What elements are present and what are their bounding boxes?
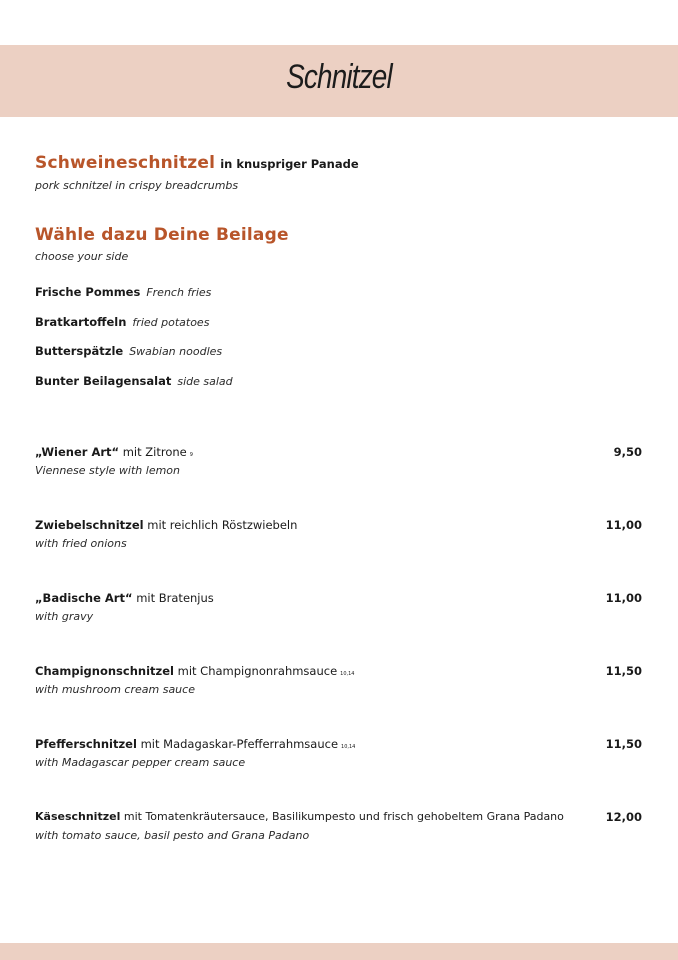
menu-item-english: with tomato sauce, basil pesto and Grana Padano — [35, 829, 310, 842]
menu-item-title — [35, 664, 354, 678]
menu-item-title — [35, 810, 564, 823]
menu-item-title — [35, 737, 355, 751]
menu-item-title — [35, 518, 297, 532]
side-item-de: Bratkartoffeln — [35, 315, 127, 329]
menu-item-name: Zwiebelschnitzel — [35, 518, 144, 532]
menu-item-desc: mit reichlich Röstzwiebeln — [147, 518, 298, 532]
page-title: Schnitzel — [286, 58, 392, 96]
menu-item-english: Viennese style with lemon — [35, 464, 181, 477]
side-item — [35, 311, 209, 330]
menu-item-name: Champignonschnitzel — [35, 664, 174, 678]
menu-item-desc: mit Zitrone — [122, 445, 187, 459]
side-item-en: fried potatoes — [132, 316, 210, 329]
side-item-en: Swabian noodles — [129, 345, 223, 358]
menu-item-desc: mit Madagaskar-Pfefferrahmsauce — [140, 737, 339, 751]
side-item — [35, 370, 233, 389]
menu-item-name: „Badische Art“ — [35, 591, 133, 605]
menu-item-desc: mit Tomatenkräutersauce, Basilikumpesto und frisch gehobeltem Grana Padano — [123, 810, 564, 823]
menu-item-price: 11,00 — [605, 518, 642, 532]
side-item-en: side salad — [177, 375, 233, 388]
menu-item-price: 9,50 — [613, 445, 642, 459]
menu-item-english: with Madagascar pepper cream sauce — [35, 756, 246, 769]
allergen-note: 9 — [189, 452, 193, 458]
menu-item-price: 12,00 — [605, 810, 642, 824]
menu-item-name: Pfefferschnitzel — [35, 737, 137, 751]
side-item — [35, 281, 211, 300]
menu-item-name: „Wiener Art“ — [35, 445, 120, 459]
menu-item-english: with gravy — [35, 610, 94, 623]
menu-item-desc: mit Bratenjus — [136, 591, 214, 605]
menu-item-title — [35, 591, 214, 605]
side-item-de: Bunter Beilagensalat — [35, 374, 172, 388]
menu-item-title — [35, 445, 193, 459]
menu-item-price: 11,50 — [605, 737, 642, 751]
allergen-note: 10,14 — [340, 671, 355, 677]
menu-item-name: Käseschnitzel — [35, 810, 121, 823]
main-dish-name: Schweineschnitzel — [35, 153, 216, 173]
bottom-band — [0, 943, 678, 960]
menu-item-desc: mit Champignonrahmsauce — [177, 664, 338, 678]
menu-item-price: 11,50 — [605, 664, 642, 678]
sides-heading: Wähle dazu Deine Beilage — [35, 225, 289, 245]
side-item-de: Butterspätzle — [35, 344, 124, 358]
main-dish-english: pork schnitzel in crispy breadcrumbs — [35, 179, 239, 192]
menu-item-english: with fried onions — [35, 537, 127, 550]
main-dish-suffix: in knuspriger Panade — [220, 157, 359, 171]
side-item — [35, 340, 222, 359]
main-dish-heading — [35, 153, 359, 173]
sides-subheading: choose your side — [35, 250, 129, 263]
menu-item-price: 11,00 — [605, 591, 642, 605]
side-item-en: French fries — [146, 286, 212, 299]
side-item-de: Frische Pommes — [35, 285, 141, 299]
menu-item-english: with mushroom cream sauce — [35, 683, 195, 696]
allergen-note: 10,14 — [341, 744, 356, 750]
